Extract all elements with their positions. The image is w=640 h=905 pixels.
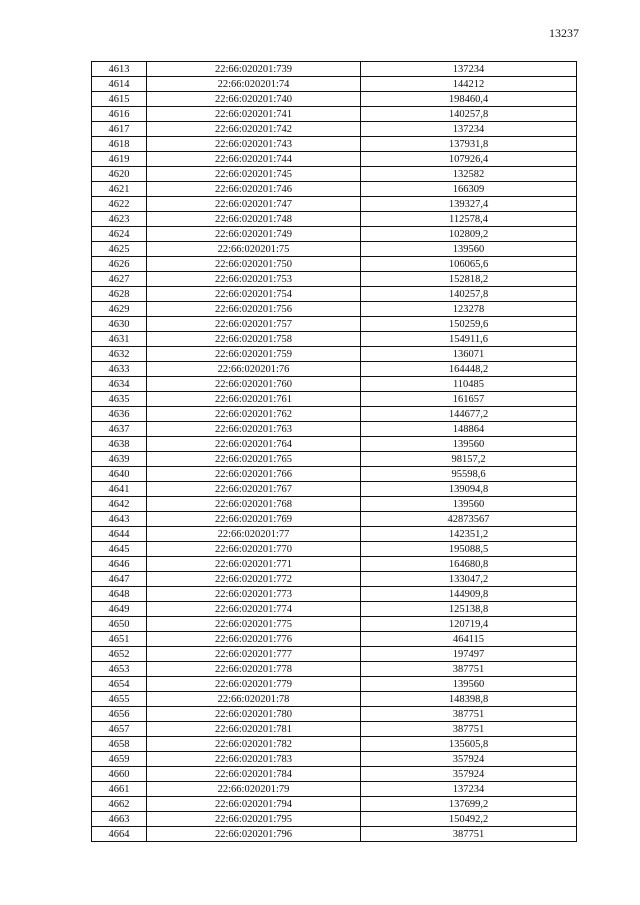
table-row [92,497,577,512]
value-cell: 139560 [361,497,577,512]
table-row [92,662,577,677]
table-row [92,782,577,797]
row-number-cell: 4646 [92,557,147,572]
value-cell: 142351,2 [361,527,577,542]
table-row [92,347,577,362]
cadastral-number-cell: 22:66:020201:79 [147,782,361,797]
row-number-cell: 4629 [92,302,147,317]
value-cell: 112578,4 [361,212,577,227]
table-row [92,647,577,662]
cadastral-number-cell: 22:66:020201:741 [147,107,361,122]
table-row [92,602,577,617]
value-cell: 357924 [361,752,577,767]
table-row [92,227,577,242]
value-cell: 387751 [361,662,577,677]
value-cell: 137699,2 [361,797,577,812]
row-number-cell: 4640 [92,467,147,482]
table-row [92,272,577,287]
value-cell: 161657 [361,392,577,407]
row-number-cell: 4662 [92,797,147,812]
value-cell: 357924 [361,767,577,782]
table-row [92,332,577,347]
value-cell: 139094,8 [361,482,577,497]
cadastral-number-cell: 22:66:020201:758 [147,332,361,347]
row-number-cell: 4638 [92,437,147,452]
value-cell: 133047,2 [361,572,577,587]
table-row [92,302,577,317]
table-row [92,677,577,692]
value-cell: 110485 [361,377,577,392]
cadastral-number-cell: 22:66:020201:745 [147,167,361,182]
table-row [92,362,577,377]
value-cell: 148864 [361,422,577,437]
cadastral-number-cell: 22:66:020201:780 [147,707,361,722]
value-cell: 144677,2 [361,407,577,422]
cadastral-number-cell: 22:66:020201:740 [147,92,361,107]
cadastral-number-cell: 22:66:020201:74 [147,77,361,92]
table-row [92,167,577,182]
row-number-cell: 4641 [92,482,147,497]
value-cell: 387751 [361,707,577,722]
row-number-cell: 4651 [92,632,147,647]
table-row [92,572,577,587]
value-cell: 107926,4 [361,152,577,167]
cadastral-number-cell: 22:66:020201:762 [147,407,361,422]
cadastral-number-cell: 22:66:020201:772 [147,572,361,587]
value-cell: 137234 [361,62,577,77]
value-cell: 166309 [361,182,577,197]
cadastral-number-cell: 22:66:020201:757 [147,317,361,332]
row-number-cell: 4620 [92,167,147,182]
table-row [92,452,577,467]
value-cell: 464115 [361,632,577,647]
table-row [92,377,577,392]
value-cell: 195088,5 [361,542,577,557]
row-number-cell: 4628 [92,287,147,302]
value-cell: 123278 [361,302,577,317]
cadastral-number-cell: 22:66:020201:768 [147,497,361,512]
table-row [92,617,577,632]
table-row [92,707,577,722]
cadastral-number-cell: 22:66:020201:754 [147,287,361,302]
row-number-cell: 4645 [92,542,147,557]
table-row [92,242,577,257]
value-cell: 139327,4 [361,197,577,212]
table-row [92,77,577,92]
value-cell: 132582 [361,167,577,182]
value-cell: 120719,4 [361,617,577,632]
row-number-cell: 4658 [92,737,147,752]
cadastral-number-cell: 22:66:020201:75 [147,242,361,257]
row-number-cell: 4630 [92,317,147,332]
row-number-cell: 4627 [92,272,147,287]
table-row [92,827,577,842]
cadastral-number-cell: 22:66:020201:760 [147,377,361,392]
value-cell: 164448,2 [361,362,577,377]
row-number-cell: 4653 [92,662,147,677]
value-cell: 152818,2 [361,272,577,287]
value-cell: 139560 [361,437,577,452]
cadastral-number-cell: 22:66:020201:744 [147,152,361,167]
row-number-cell: 4624 [92,227,147,242]
row-number-cell: 4647 [92,572,147,587]
table-row [92,422,577,437]
row-number-cell: 4632 [92,347,147,362]
cadastral-number-cell: 22:66:020201:767 [147,482,361,497]
page-number: 13237 [549,26,579,40]
table-row [92,692,577,707]
row-number-cell: 4637 [92,422,147,437]
cadastral-number-cell: 22:66:020201:78 [147,692,361,707]
cadastral-number-cell: 22:66:020201:761 [147,392,361,407]
row-number-cell: 4661 [92,782,147,797]
value-cell: 144909,8 [361,587,577,602]
table-row [92,542,577,557]
row-number-cell: 4652 [92,647,147,662]
table-row [92,137,577,152]
value-cell: 197497 [361,647,577,662]
table-row [92,287,577,302]
cadastral-number-cell: 22:66:020201:743 [147,137,361,152]
value-cell: 140257,8 [361,287,577,302]
table-row [92,797,577,812]
cadastral-number-cell: 22:66:020201:783 [147,752,361,767]
cadastral-number-cell: 22:66:020201:779 [147,677,361,692]
row-number-cell: 4634 [92,377,147,392]
value-cell: 95598,6 [361,467,577,482]
cadastral-number-cell: 22:66:020201:784 [147,767,361,782]
table-row [92,437,577,452]
row-number-cell: 4642 [92,497,147,512]
table-row [92,92,577,107]
row-number-cell: 4621 [92,182,147,197]
table-row [92,212,577,227]
data-table [91,61,577,842]
row-number-cell: 4625 [92,242,147,257]
value-cell: 135605,8 [361,737,577,752]
table-row [92,587,577,602]
value-cell: 137931,8 [361,137,577,152]
row-number-cell: 4618 [92,137,147,152]
cadastral-number-cell: 22:66:020201:742 [147,122,361,137]
cadastral-number-cell: 22:66:020201:763 [147,422,361,437]
row-number-cell: 4636 [92,407,147,422]
cadastral-number-cell: 22:66:020201:769 [147,512,361,527]
row-number-cell: 4633 [92,362,147,377]
row-number-cell: 4650 [92,617,147,632]
value-cell: 140257,8 [361,107,577,122]
cadastral-number-cell: 22:66:020201:782 [147,737,361,752]
row-number-cell: 4660 [92,767,147,782]
table-row [92,407,577,422]
row-number-cell: 4635 [92,392,147,407]
row-number-cell: 4626 [92,257,147,272]
cadastral-number-cell: 22:66:020201:775 [147,617,361,632]
cadastral-number-cell: 22:66:020201:739 [147,62,361,77]
cadastral-number-cell: 22:66:020201:795 [147,812,361,827]
cadastral-number-cell: 22:66:020201:759 [147,347,361,362]
value-cell: 150259,6 [361,317,577,332]
row-number-cell: 4614 [92,77,147,92]
value-cell: 106065,6 [361,257,577,272]
value-cell: 102809,2 [361,227,577,242]
cadastral-number-cell: 22:66:020201:796 [147,827,361,842]
row-number-cell: 4617 [92,122,147,137]
table-row [92,467,577,482]
table-row [92,812,577,827]
row-number-cell: 4649 [92,602,147,617]
value-cell: 42873567 [361,512,577,527]
row-number-cell: 4659 [92,752,147,767]
value-cell: 139560 [361,242,577,257]
row-number-cell: 4622 [92,197,147,212]
value-cell: 139560 [361,677,577,692]
table-row [92,317,577,332]
cadastral-number-cell: 22:66:020201:776 [147,632,361,647]
row-number-cell: 4616 [92,107,147,122]
row-number-cell: 4656 [92,707,147,722]
cadastral-number-cell: 22:66:020201:750 [147,257,361,272]
value-cell: 154911,6 [361,332,577,347]
table-row [92,122,577,137]
cadastral-number-cell: 22:66:020201:774 [147,602,361,617]
cadastral-number-cell: 22:66:020201:766 [147,467,361,482]
cadastral-number-cell: 22:66:020201:770 [147,542,361,557]
table-row [92,722,577,737]
cadastral-number-cell: 22:66:020201:773 [147,587,361,602]
row-number-cell: 4615 [92,92,147,107]
cadastral-number-cell: 22:66:020201:777 [147,647,361,662]
value-cell: 98157,2 [361,452,577,467]
table-row [92,752,577,767]
cadastral-number-cell: 22:66:020201:771 [147,557,361,572]
row-number-cell: 4644 [92,527,147,542]
cadastral-number-cell: 22:66:020201:764 [147,437,361,452]
table-row [92,182,577,197]
table-row [92,152,577,167]
cadastral-number-cell: 22:66:020201:765 [147,452,361,467]
row-number-cell: 4654 [92,677,147,692]
row-number-cell: 4623 [92,212,147,227]
table-row [92,482,577,497]
cadastral-number-cell: 22:66:020201:749 [147,227,361,242]
row-number-cell: 4655 [92,692,147,707]
row-number-cell: 4648 [92,587,147,602]
cadastral-number-cell: 22:66:020201:76 [147,362,361,377]
value-cell: 137234 [361,782,577,797]
cadastral-number-cell: 22:66:020201:794 [147,797,361,812]
cadastral-number-cell: 22:66:020201:77 [147,527,361,542]
value-cell: 144212 [361,77,577,92]
row-number-cell: 4639 [92,452,147,467]
table-row [92,737,577,752]
table-row [92,257,577,272]
value-cell: 125138,8 [361,602,577,617]
cadastral-number-cell: 22:66:020201:747 [147,197,361,212]
value-cell: 136071 [361,347,577,362]
row-number-cell: 4631 [92,332,147,347]
cadastral-number-cell: 22:66:020201:778 [147,662,361,677]
table-row [92,557,577,572]
value-cell: 148398,8 [361,692,577,707]
row-number-cell: 4657 [92,722,147,737]
table-row [92,527,577,542]
value-cell: 387751 [361,827,577,842]
row-number-cell: 4643 [92,512,147,527]
value-cell: 164680,8 [361,557,577,572]
row-number-cell: 4619 [92,152,147,167]
value-cell: 198460,4 [361,92,577,107]
value-cell: 137234 [361,122,577,137]
table-row [92,197,577,212]
table-body [92,62,577,842]
table-row [92,392,577,407]
cadastral-number-cell: 22:66:020201:781 [147,722,361,737]
table-row [92,62,577,77]
table-row [92,107,577,122]
cadastral-number-cell: 22:66:020201:753 [147,272,361,287]
cadastral-number-cell: 22:66:020201:748 [147,212,361,227]
table-row [92,632,577,647]
value-cell: 387751 [361,722,577,737]
cadastral-number-cell: 22:66:020201:746 [147,182,361,197]
row-number-cell: 4664 [92,827,147,842]
row-number-cell: 4613 [92,62,147,77]
table-row [92,767,577,782]
value-cell: 150492,2 [361,812,577,827]
table-row [92,512,577,527]
cadastral-number-cell: 22:66:020201:756 [147,302,361,317]
row-number-cell: 4663 [92,812,147,827]
